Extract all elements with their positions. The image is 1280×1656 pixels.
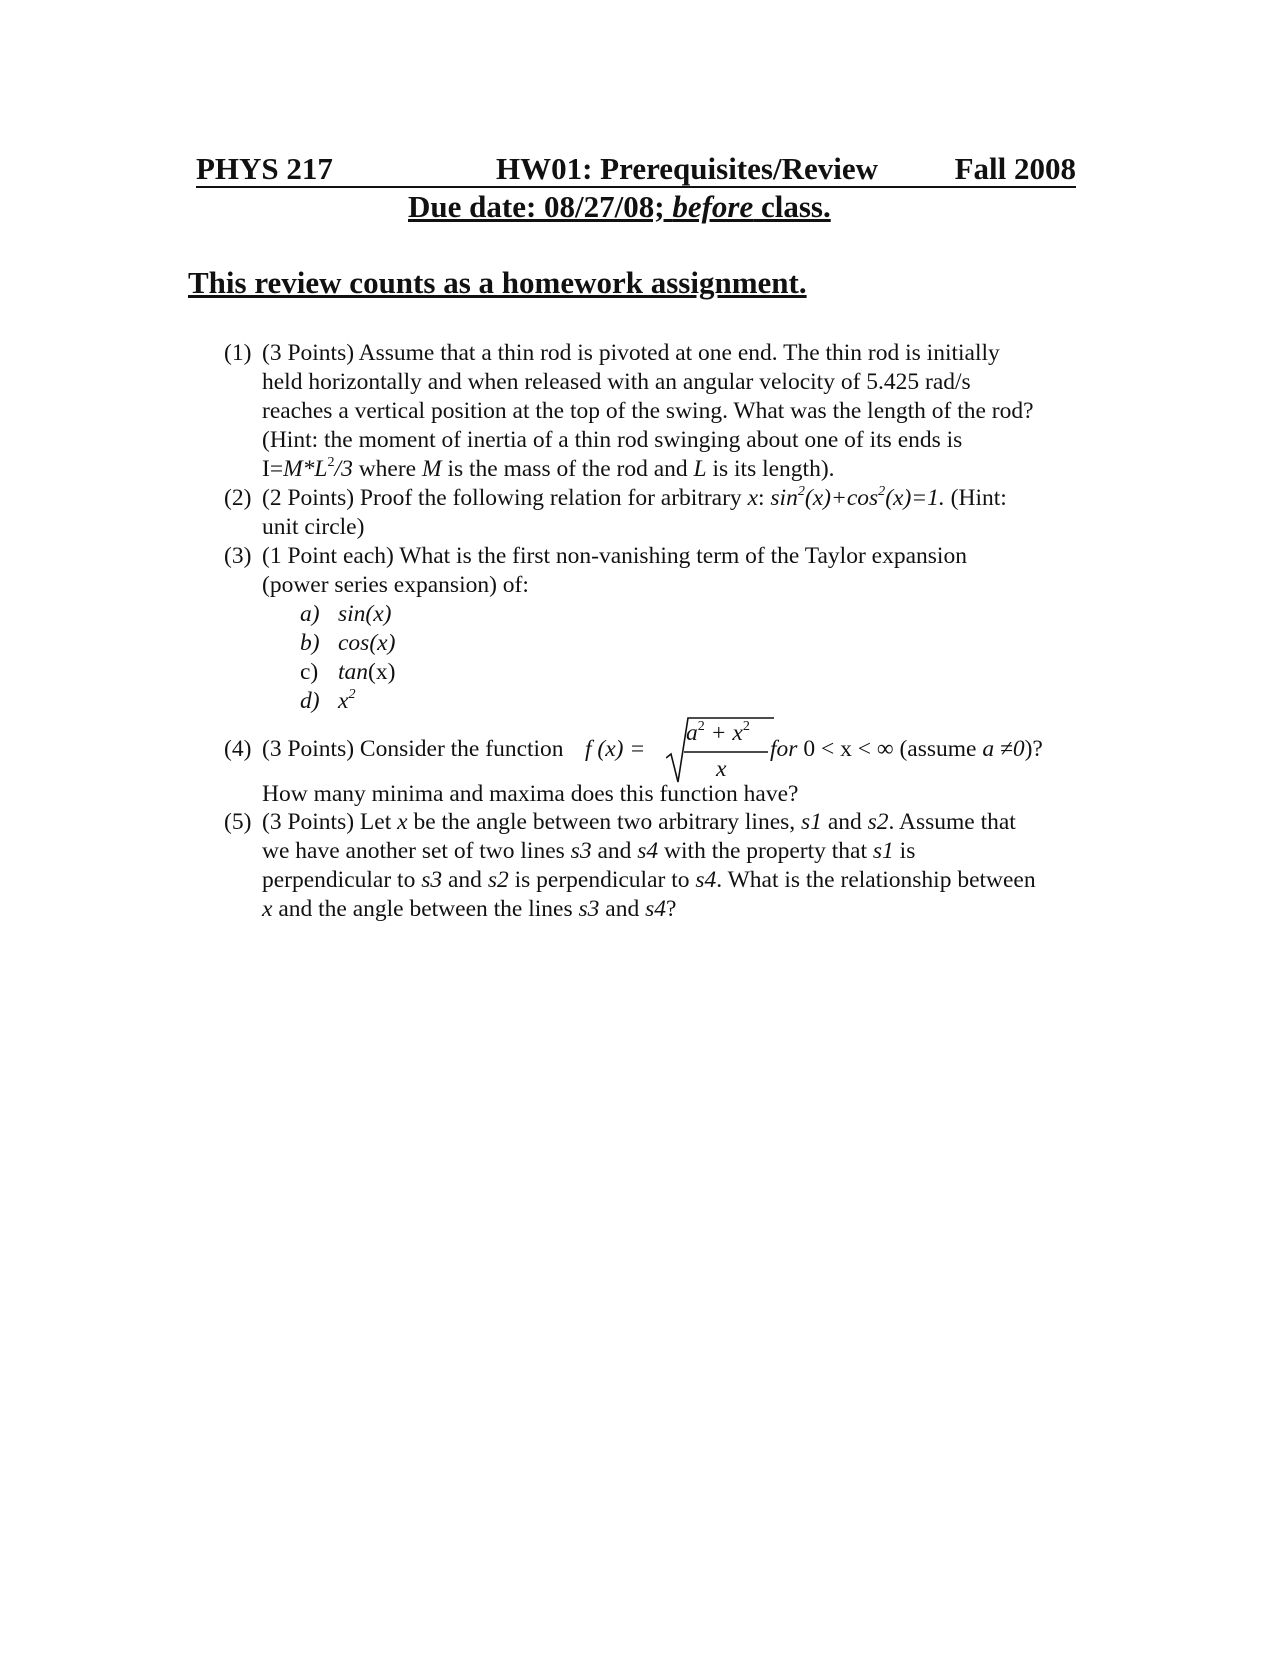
question-3 xyxy=(224,542,1104,600)
question-1 xyxy=(224,339,1104,484)
question-number: (2) xyxy=(224,485,252,511)
question-5 xyxy=(224,808,1104,924)
text-run: : xyxy=(758,485,771,511)
superscript: 2 xyxy=(797,483,805,500)
text-run: + x xyxy=(704,720,743,746)
text-line: (3 Points) Assume that a thin rod is pivoted at one end. The thin rod is initially xyxy=(262,340,1000,366)
text-run: a xyxy=(686,720,698,746)
text-run: and the angle between the lines xyxy=(272,896,579,922)
text-line xyxy=(262,455,1104,484)
question-body xyxy=(262,808,1104,924)
text-line: (Hint: the moment of inertia of a thin rod swinging about one of its ends is xyxy=(262,427,963,453)
text-run: and xyxy=(821,809,868,835)
superscript: 2 xyxy=(348,686,356,703)
text-run: s1 xyxy=(872,838,894,864)
text-run: )? xyxy=(1024,736,1043,762)
text-run: s4 xyxy=(695,867,717,893)
text-run: L xyxy=(693,456,707,482)
text-run: (x)=1. xyxy=(885,485,945,511)
due-suffix: class. xyxy=(753,189,831,224)
text-run: I= xyxy=(262,456,284,482)
text-run: M xyxy=(422,456,442,482)
header-row xyxy=(196,150,1076,188)
text-line: unit circle) xyxy=(262,514,365,540)
text-line: How many minima and maxima does this function have? xyxy=(262,781,799,807)
text-line xyxy=(262,837,1104,866)
text-run: . What is the relationship between xyxy=(716,867,1036,893)
function-label: f (x) = xyxy=(585,736,646,762)
text-run: s2 xyxy=(487,867,509,893)
item-label: a) xyxy=(300,601,320,627)
function-domain xyxy=(770,736,1043,763)
item-text: tan xyxy=(338,659,369,685)
text-run: s2 xyxy=(867,809,889,835)
item-text: sin(x) xyxy=(338,601,392,627)
text-run: s4 xyxy=(637,838,659,864)
text-run: and xyxy=(442,867,488,893)
text-line: (1 Point each) What is the first non-vanishing term of the Taylor expansion xyxy=(262,543,967,569)
text-line xyxy=(262,895,1104,924)
due-emphasis: before xyxy=(672,189,754,224)
term-label: Fall 2008 xyxy=(954,151,1076,186)
text-line xyxy=(262,866,1104,895)
text-run: (3 Points) Let xyxy=(262,809,398,835)
due-date xyxy=(408,188,831,226)
fraction-numerator xyxy=(686,720,750,747)
item-label: c) xyxy=(300,659,319,685)
question-number: (4) xyxy=(224,736,252,762)
text-run: x xyxy=(747,485,758,511)
superscript: 2 xyxy=(697,718,705,735)
superscript: 2 xyxy=(327,454,335,471)
item-text: (x) xyxy=(368,659,396,685)
text-line: (power series expansion) of: xyxy=(262,572,529,598)
question-number: (5) xyxy=(224,809,252,835)
text-run: is its length). xyxy=(706,456,835,482)
question-2 xyxy=(224,484,1104,542)
text-run: (Hint: xyxy=(944,485,1007,511)
item-label: b) xyxy=(300,630,320,656)
text-run: s3 xyxy=(570,838,592,864)
fraction-denominator: x xyxy=(716,756,727,782)
assignment-title: HW01: Prerequisites/Review xyxy=(496,151,878,186)
text-run: with the property that xyxy=(658,838,873,864)
text-run: be the angle between two arbitrary lines, xyxy=(407,809,802,835)
text-run: is xyxy=(893,838,916,864)
text-run: and xyxy=(599,896,646,922)
list-item xyxy=(300,658,395,687)
text-line xyxy=(262,484,1104,513)
text-line: reaches a vertical position at the top of the swing. What was the length of the rod? xyxy=(262,398,1034,424)
text-run: s3 xyxy=(578,896,600,922)
list-item xyxy=(300,687,355,716)
text-run: 0 < x < ∞ (assume xyxy=(797,736,983,762)
text-run: perpendicular to xyxy=(262,867,422,893)
text-run: a ≠0 xyxy=(982,736,1025,762)
question-lead: (3 Points) Consider the function xyxy=(262,736,564,762)
question-number: (3) xyxy=(224,543,252,569)
text-run: we have another set of two lines xyxy=(262,838,571,864)
text-run: (2 Points) Proof the following relation for arbitrary xyxy=(262,485,748,511)
course-code: PHYS 217 xyxy=(196,151,333,186)
text-run: . Assume that xyxy=(888,809,1016,835)
text-run: ? xyxy=(665,896,677,922)
text-run: M*L xyxy=(283,456,328,482)
list-item xyxy=(300,600,392,629)
question-number: (1) xyxy=(224,340,252,366)
question-body xyxy=(262,484,1104,542)
text-line xyxy=(262,808,1104,837)
question-body xyxy=(262,339,1104,484)
text-run: for xyxy=(770,736,798,762)
text-run: sin xyxy=(770,485,798,511)
text-run: s1 xyxy=(801,809,822,835)
text-run: s4 xyxy=(645,896,666,922)
text-run: is perpendicular to xyxy=(508,867,696,893)
question-4 xyxy=(224,716,1124,786)
item-text: x xyxy=(338,688,349,714)
text-run: /3 xyxy=(334,456,353,482)
superscript: 2 xyxy=(878,483,886,500)
text-line: held horizontally and when released with an angular velocity of 5.425 rad/s xyxy=(262,369,971,395)
question-4-followup xyxy=(224,780,1104,809)
due-prefix: Due date: 08/27/08; xyxy=(408,189,673,224)
review-notice: This review counts as a homework assignment. xyxy=(188,265,807,300)
text-run: x xyxy=(262,896,273,922)
text-run: and xyxy=(591,838,638,864)
text-run: x xyxy=(397,809,408,835)
text-run: s3 xyxy=(421,867,443,893)
superscript: 2 xyxy=(742,718,750,735)
text-run: (x)+cos xyxy=(804,485,879,511)
text-run: where xyxy=(352,456,422,482)
item-text: cos(x) xyxy=(338,630,396,656)
item-label: d) xyxy=(300,688,320,714)
question-body xyxy=(262,542,1104,600)
text-run: is the mass of the rod and xyxy=(441,456,694,482)
list-item xyxy=(300,629,395,658)
